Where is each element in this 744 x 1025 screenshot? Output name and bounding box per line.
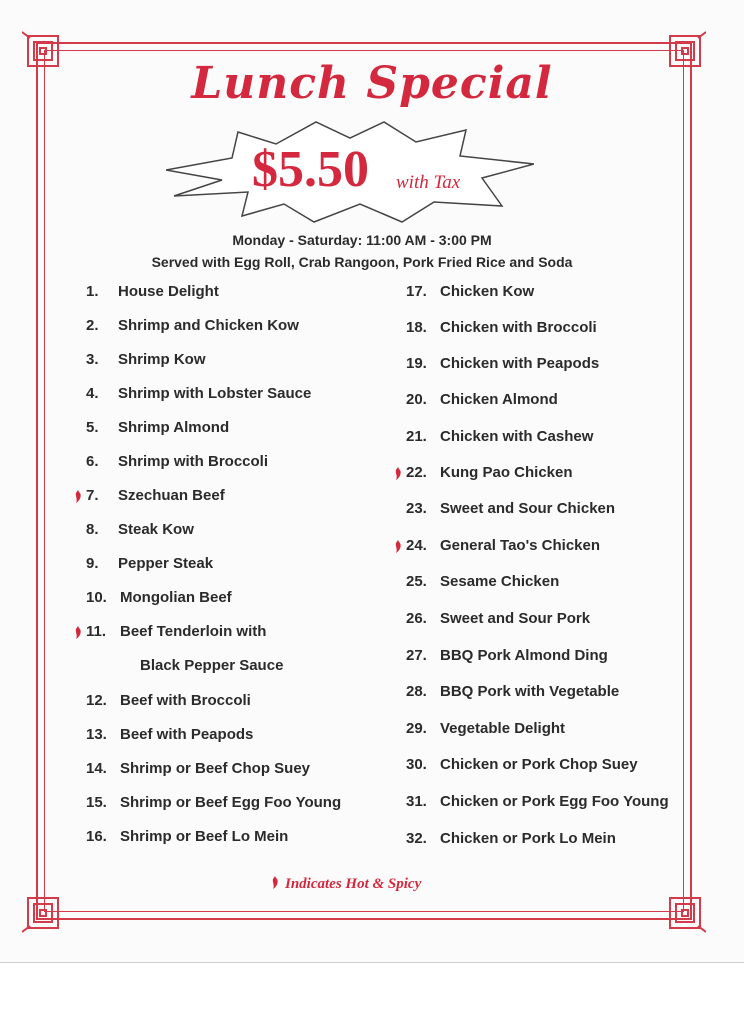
scan-margin: [0, 962, 744, 1025]
item-number: 21.: [406, 428, 427, 445]
item-name: Kung Pao Chicken: [440, 464, 573, 481]
item-name: Beef Tenderloin with: [120, 623, 267, 640]
item-name: Beef with Peapods: [120, 726, 254, 743]
item-name: Shrimp and Chicken Kow: [118, 317, 299, 334]
item-number: 23.: [406, 500, 427, 517]
item-number: 9.: [86, 555, 99, 572]
item-name: Vegetable Delight: [440, 720, 566, 737]
item-name: Chicken with Broccoli: [440, 319, 597, 336]
item-number: 3.: [86, 351, 99, 368]
served-with-text: Served with Egg Roll, Crab Rangoon, Pork Fried Rice and Soda: [151, 254, 573, 270]
item-name: Chicken Kow: [440, 283, 535, 300]
item-number: 11.: [86, 623, 107, 640]
item-name: BBQ Pork Almond Ding: [440, 647, 608, 664]
item-name: Chicken with Peapods: [440, 355, 600, 372]
item-number: 31.: [406, 793, 427, 810]
item-number: 7.: [86, 487, 99, 504]
item-number: 17.: [406, 283, 427, 300]
item-name: Steak Kow: [118, 521, 194, 538]
corner-ornament-bottom-left: [22, 888, 68, 934]
item-name: BBQ Pork with Vegetable: [440, 683, 620, 700]
item-number: 1.: [86, 283, 99, 300]
item-number: 18.: [406, 319, 427, 336]
item-name: Shrimp with Broccoli: [118, 453, 269, 470]
item-number: 2.: [86, 317, 99, 334]
item-number: 32.: [406, 830, 427, 847]
item-number: 24.: [406, 537, 427, 554]
item-name: Shrimp or Beef Egg Foo Young: [120, 794, 342, 811]
item-number: 12.: [86, 692, 107, 709]
item-number: 29.: [406, 720, 427, 737]
item-name: Chicken or Pork Lo Mein: [440, 830, 616, 847]
item-number: 22.: [406, 464, 427, 481]
item-name: General Tao's Chicken: [440, 537, 601, 554]
page-title: Lunch Special: [191, 58, 553, 109]
item-number: 19.: [406, 355, 427, 372]
item-number: 28.: [406, 683, 427, 700]
item-name: Chicken Almond: [440, 391, 558, 408]
item-name-continued: Black Pepper Sauce: [140, 657, 284, 674]
item-number: 30.: [406, 756, 427, 773]
item-name: Sweet and Sour Pork: [440, 610, 591, 627]
chili-pepper-icon: [270, 876, 279, 889]
item-name: Sweet and Sour Chicken: [440, 500, 616, 517]
item-name: Pepper Steak: [118, 555, 214, 572]
item-name: Shrimp Almond: [118, 419, 230, 436]
price-amount: $5.50: [252, 141, 369, 198]
chili-pepper-icon: [393, 540, 402, 553]
item-name: Chicken or Pork Chop Suey: [440, 756, 638, 773]
item-name: House Delight: [118, 283, 219, 300]
item-number: 10.: [86, 589, 107, 606]
item-number: 25.: [406, 573, 427, 590]
corner-ornament-bottom-right: [660, 888, 706, 934]
item-name: Shrimp with Lobster Sauce: [118, 385, 312, 402]
hot-spicy-legend: [270, 876, 421, 893]
chili-pepper-icon: [393, 467, 402, 480]
item-number: 15.: [86, 794, 107, 811]
hours-text: Monday - Saturday: 11:00 AM - 3:00 PM: [232, 232, 492, 248]
item-name: Shrimp or Beef Chop Suey: [120, 760, 311, 777]
item-name: Beef with Broccoli: [120, 692, 251, 709]
chili-pepper-icon: [73, 626, 82, 639]
item-name: Szechuan Beef: [118, 487, 225, 504]
item-number: 20.: [406, 391, 427, 408]
item-name: Mongolian Beef: [120, 589, 232, 606]
item-number: 26.: [406, 610, 427, 627]
legend-text: Indicates Hot & Spicy: [285, 876, 422, 892]
item-name: Sesame Chicken: [440, 573, 560, 590]
item-name: Shrimp Kow: [118, 351, 206, 368]
item-name: Chicken or Pork Egg Foo Young: [440, 793, 669, 810]
item-number: 6.: [86, 453, 99, 470]
item-number: 14.: [86, 760, 107, 777]
item-name: Chicken with Cashew: [440, 428, 594, 445]
price-note: with Tax: [396, 172, 461, 193]
item-number: 4.: [86, 385, 99, 402]
chili-pepper-icon: [73, 490, 82, 503]
item-number: 16.: [86, 828, 107, 845]
item-name: Shrimp or Beef Lo Mein: [120, 828, 289, 845]
item-number: 13.: [86, 726, 107, 743]
item-number: 8.: [86, 521, 99, 538]
item-number: 5.: [86, 419, 99, 436]
item-number: 27.: [406, 647, 427, 664]
